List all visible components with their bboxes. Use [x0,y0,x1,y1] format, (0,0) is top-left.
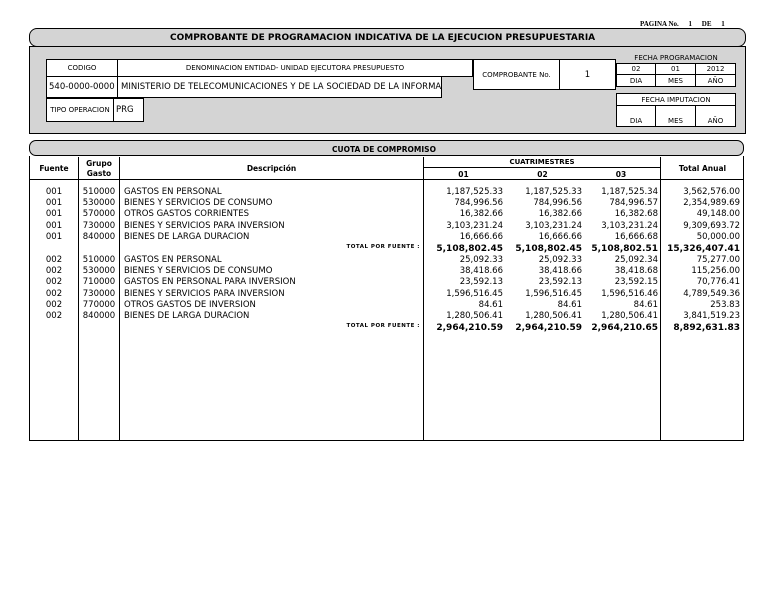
total-q1: 5,108,802.45 [436,244,503,254]
cell-q2: 784,996.56 [533,198,582,209]
total-q3: 5,108,802.51 [591,244,658,254]
cell-q3: 38,418.68 [614,266,658,277]
col-grupo: Grupo [86,159,112,168]
cell-fuente: 001 [45,231,63,242]
cell-q1: 23,592.13 [459,277,503,288]
cell-q2: 38,418.66 [538,266,582,277]
cell-q3: 84.61 [633,299,658,310]
cell-grupo: 510000 [82,187,116,197]
total-q2: 2,964,210.59 [515,323,582,334]
cell-q1: 784,996.56 [454,198,503,209]
col-total: Total Anual [678,164,727,173]
cell-q3: 16,666.68 [614,231,658,242]
cell-total: 75,277.00 [696,255,740,265]
cell-q1: 16,382.66 [459,209,503,220]
cell-total: 2,354,989.69 [683,198,740,209]
total-total: 15,326,407.41 [667,244,740,254]
cell-desc: GASTOS EN PERSONAL [124,255,222,265]
cell-desc: BIENES Y SERVICIOS PARA INVERSION [124,288,285,299]
cell-q3: 23,592.15 [614,277,658,288]
tipo-operacion-value: PRG [113,98,144,122]
cell-total: 3,562,576.00 [683,187,740,197]
cell-q3: 784,996.57 [609,198,658,209]
col-fuente: Fuente [39,164,69,173]
tipo-operacion-label: TIPO OPERACION [46,98,114,122]
fecha-prog-dia: 02 [616,63,656,75]
cell-fuente: 001 [45,198,63,209]
cell-q3: 1,280,506.41 [601,311,658,321]
total-q1: 2,964,210.59 [436,323,503,334]
cell-q2: 3,103,231.24 [525,220,582,231]
fecha-prog-anio-label: AÑO [695,74,736,87]
codigo-label: CODIGO [46,59,118,77]
cell-q1: 16,666.66 [459,231,503,242]
cell-q1: 3,103,231.24 [446,220,503,231]
cell-grupo: 840000 [82,311,116,321]
cell-fuente: 001 [45,187,63,197]
cell-q1: 84.61 [478,299,503,310]
cell-total: 50,000.00 [696,231,740,242]
cell-total: 4,789,549.36 [683,288,740,299]
total-por-fuente-label: TOTAL POR FUENTE : [346,323,420,330]
denominacion-label: DENOMINACION ENTIDAD- UNIDAD EJECUTORA PRESUPUESTO [117,59,473,77]
col-descripcion: Descripción [246,164,297,173]
cell-desc: GASTOS EN PERSONAL PARA INVERSION [124,277,296,288]
page-of-label: DE [701,20,712,28]
cell-desc: GASTOS EN PERSONAL [124,187,222,197]
col-q2: 02 [537,170,548,179]
total-q3: 2,964,210.65 [591,323,658,334]
cell-q3: 3,103,231.24 [601,220,658,231]
cell-desc: BIENES Y SERVICIOS PARA INVERSION [124,220,285,231]
fecha-prog-mes: 01 [655,63,696,75]
cell-q3: 16,382.68 [614,209,658,220]
cell-desc: BIENES Y SERVICIOS DE CONSUMO [124,198,273,209]
cell-total: 49,148.00 [696,209,740,220]
cell-q2: 25,092.33 [538,255,582,265]
cell-q2: 23,592.13 [538,277,582,288]
cell-grupo: 840000 [82,231,116,242]
codigo-value: 540-0000-0000 [46,76,118,98]
col-q1: 01 [458,170,469,179]
cell-fuente: 002 [45,299,63,310]
cell-total: 3,841,519.23 [683,311,740,321]
col-q3: 03 [615,170,627,179]
cell-q3: 1,596,516.46 [601,288,658,299]
fecha-prog-dia-label: DIA [616,74,656,87]
cell-fuente: 002 [45,266,63,277]
fecha-imp-mes-label: MES [655,105,696,127]
cell-desc: BIENES Y SERVICIOS DE CONSUMO [124,266,273,277]
cell-fuente: 002 [45,288,63,299]
cell-q2: 84.61 [557,299,582,310]
cell-q2: 16,666.66 [538,231,582,242]
cell-fuente: 002 [45,277,63,288]
cell-total: 70,776.41 [696,277,740,288]
cell-q1: 1,596,516.45 [446,288,503,299]
cell-q1: 25,092.33 [459,255,503,265]
cell-grupo: 510000 [82,255,116,265]
total-total: 8,892,631.83 [673,323,740,334]
total-q2: 5,108,802.45 [515,244,582,254]
cell-q2: 1,187,525.33 [525,187,582,197]
cell-grupo: 570000 [82,209,116,220]
cell-fuente: 001 [45,220,63,231]
document-title: COMPROBANTE DE PROGRAMACION INDICATIVA DE LA EJECUCION PRESUPUESTARIA [170,33,596,43]
cell-desc: BIENES DE LARGA DURACION [124,311,250,321]
page-number [640,20,725,28]
cell-q2: 1,596,516.45 [525,288,582,299]
fecha-imp-dia-label: DIA [616,105,656,127]
fecha-prog-anio: 2012 [695,63,736,75]
cell-desc: BIENES DE LARGA DURACION [124,231,250,242]
cell-grupo: 730000 [82,220,116,231]
page-current: 1 [688,20,693,28]
cell-q2: 1,280,506.41 [525,311,582,321]
cell-grupo: 730000 [82,288,116,299]
cell-grupo: 530000 [82,198,116,209]
cell-fuente: 001 [45,209,63,220]
col-divider-grupo [119,157,120,441]
col-gasto: Gasto [86,169,112,178]
cell-grupo: 770000 [82,299,116,310]
cell-total: 9,309,693.72 [683,220,740,231]
cell-q2: 16,382.66 [538,209,582,220]
col-divider-fuente [78,157,79,441]
cell-q1: 1,280,506.41 [446,311,503,321]
cell-q3: 1,187,525.34 [601,187,658,197]
denominacion-value: MINISTERIO DE TELECOMUNICACIONES Y DE LA SOCIEDAD DE LA INFORMA [117,76,442,98]
col-cuatrimestres: CUATRIMESTRES [509,158,575,166]
fecha-imp-anio-label: AÑO [695,105,736,127]
fecha-prog-mes-label: MES [655,74,696,87]
comprobante-label: COMPROBANTE No. [473,59,560,90]
cell-total: 253.83 [710,299,740,310]
total-por-fuente-label: TOTAL POR FUENTE : [346,244,420,250]
cell-fuente: 002 [45,255,63,265]
cell-grupo: 530000 [82,266,116,277]
page-label: PAGINA No. [640,20,679,28]
cell-desc: OTROS GASTOS CORRIENTES [124,209,249,220]
cell-fuente: 002 [45,311,63,321]
comprobante-value: 1 [559,59,616,90]
fecha-imputacion-label: FECHA IMPUTACION [616,93,736,106]
cell-q1: 1,187,525.33 [446,187,503,197]
section-title: CUOTA DE COMPROMISO [332,145,436,154]
cell-q1: 38,418.66 [459,266,503,277]
cell-grupo: 710000 [82,277,116,288]
page-total: 1 [721,20,725,28]
cell-q3: 25,092.34 [614,255,658,265]
cell-desc: OTROS GASTOS DE INVERSION [124,299,256,310]
cell-total: 115,256.00 [691,266,740,277]
cuatrimestres-divider [423,167,660,168]
fecha-programacion-label: FECHA PROGRAMACION [616,51,736,64]
table-header-divider [29,179,744,180]
